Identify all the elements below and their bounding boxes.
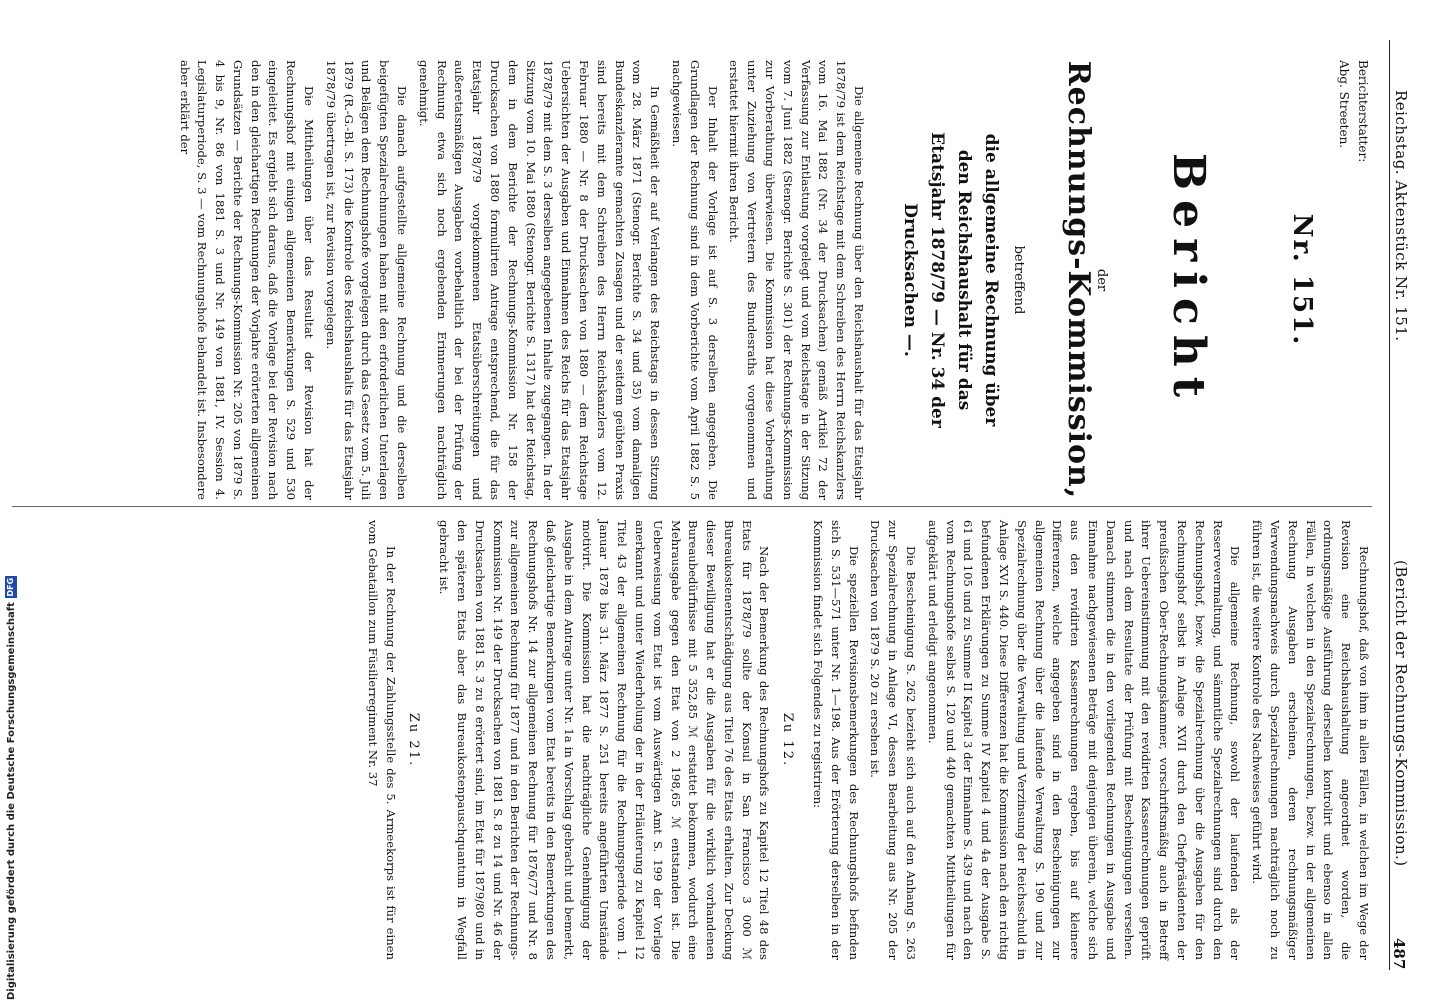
section-heading: Zu 12. [780,712,796,768]
right-paragraph: Rechnungshof, daß von ihm in allen Fällen, in welchen im Wege der Revision eine Reichshaushaltung angeordnet worden, die ordnungsmäßige Ausführung derselben kontrolirt und ebenso in allen Fällen, in welchen in den Spezialrechnungen, bezw. in der allgemeinen Rechnung Ausgaben erscheinen, deren rechnungsmäßiger Verwendungsnachweis durch Spezialrechnungen nachträglich noch zu führen ist, die weitere Kontrole des Nachweises geführt wird. [1250,520,1371,960]
running-head-right: (Bericht der Rechnungs-Kommission.) [1392,560,1410,867]
right-paragraph: Die speziellen Revisionsbemerkungen des Rechnungshofs befinden sich S. 531—571 unter Nr. 1—198. Aus der Erörterung derselben in der Kommission findet sich Folgendes zu registriren: [811,520,861,960]
rapporteur-name: Abg. Streeten. [1337,60,1351,149]
report-der: der [1094,268,1109,292]
left-paragraph: Der Inhalt der Vorlage ist auf S. 3 derselben angegeben. Die Grundlagen der Rechnung sind in dem Vorberichte vom April 1882 S. 5 nachgewiesen. [670,60,720,500]
report-title: Bericht [1163,152,1214,408]
digitization-credit [2,0,22,1000]
document-number: Nr. 151. [1287,213,1317,347]
left-column [40,60,1372,500]
running-head-left: Reichstag. Aktenstück Nr. 151. [1392,90,1410,342]
report-betreffend: betreffend [1011,245,1026,315]
report-subject: die allgemeine Rechnung über den Reichshaushalt für das Etatsjahr 1878/79 — Nr. 34 der Drucksachen —. [900,132,1001,428]
left-paragraph: Die danach aufgestellte allgemeine Rechnung und die derselben beigefügten Spezialrechnungen haben mit den erforderlichen Unterlagen und Belägen dem Rechnungshofe vorgelegen durch das Gesetz vom 5. Juli 1879 (R.-G.-Bl. S. 173) die Kontrole des Reichshaushalts für das Etatsjahr 1878/79 übertragen ist, zur Revision vorgelegen. [323,60,410,500]
dfg-logo-icon: DFG [6,577,15,597]
header-rule [1389,40,1390,970]
right-paragraph: In der Rechnung der Zahlungsstelle des 5. Armeekorps ist für einen vom Gebataillon zum Füsilierregiment Nr. 37 [365,520,398,960]
left-paragraph: Die allgemeine Rechnung über den Reichshaushalt für das Etatsjahr 1878/79 ist dem Reichstage mit dem Schreiben des Herrn Reichskanzlers vom 16. Mai 1882 (Nr. 34 der Drucksachen) gemäß Artikel 72 der Verfassung zur Entlastung vorgelegt und vom Reichstage in der Sitzung vom 7. Juni 1882 (Stenogr. Berichte S. 301) der Rechnungs-Kommission zur Vorberathung überwiesen. Die Kommission hat diese Vorberathung unter Zuziehung von Vertretern des Bundesraths vorgenommen und erstattet hiermit ihren Bericht. [727,60,866,500]
right-column [40,520,1372,960]
left-body [171,60,867,500]
commission-name: Rechnungs-Kommission, [1061,60,1096,500]
rapporteur-label: Berichterstatter: [1356,60,1370,163]
left-paragraph: In Gemäßheit der auf Verlangen des Reichstags in dessen Sitzung vom 28. März 1871 (Stenogr. Berichte S. 34 und 35) vom damaligen Bundeskanzleramte gemachten Zusagen und der seitdem geübten Praxis sind bereits mit dem Schreiben des Herrn Reichskanzlers vom 12. Februar 1880 — Nr. 8 der Drucksachen von 1880 — dem Reichstage Uebersichten der Ausgaben und Einnahmen des Reichs für das Etatsjahr 1878/79 mit dem S. 3 derselben angegebenen Inhalte zugegangen. In der Sitzung vom 10. Mai 1880 (Stenogr. Berichte S. 1317) hat der Reichstag, dem in dem Berichte der Rechnungs-Kommission Nr. 158 der Drucksachen von 1880 formulirten Antrage entsprechend, die für das Etatsjahr 1878/79 vorgekommenen Etatsüberschreitungen und außeretatsmäßigen Ausgaben vorbehaltlich der bei der Prüfung der Rechnung etwa sich noch ergebenden Erinnerungen nachträglich genehmigt. [416,60,663,500]
column-divider [12,506,1372,507]
left-paragraph: Die Mittheilungen über das Resultat der Revision hat der Rechnungshof mit einigen allgemeinen Bemerkungen S. 529 und 530 eingeleitet. Es ergiebt sich daraus, daß die Vorlage bei der Revision nach den in den gleichartigen Rechnungen der Vorjahre erörterten allgemeinen Grundsätzen — Berichte der Rechnungs-Kommission Nr. 205 von 1879 S. 4 bis 9, Nr. 86 von 1881 S. 3 und Nr. 149 von 1881, IV. Session 4. Legislaturperiode, S. 3 — vom Rechnungshofe behandelt ist. Insbesondere aber erklärt der [177,60,317,500]
section-heading: Zu 21. [406,712,422,768]
digitization-credit-text: Digitalisierung gefördert durch die Deutsche Forschungsgemeinschaft [6,602,17,1000]
right-paragraph: Die Bescheinigung S. 262 bezieht sich auch auf den Anhang S. 263 zur Spezialrechnung in Anlage VI, dessen Bearbeitung aus Nr. 205 der Drucksachen von 1879 S. 20 zu ersehen ist. [868,520,919,960]
page-number: 487 [1390,938,1408,970]
right-paragraph: Die allgemeine Rechnung, sowohl der laufenden als der Reservevermaltung, und sämmtliche Spezialrechnungen sind durch den Rechnungshof, bezw. die Spezialrechnung über die Ausgaben für den Rechnungshof selbst in Anlage XVII durch den Chefpräsidenten der preußischen Ober-Rechnungskammer, vorschriftsmäßig auch in Betreff ihrer Uebereinstimmung mit den revidirten Kassenrechnungen geprüft und nach dem Resultate der Prüfung mit Bescheinigungen versehen. Danach stimmen die in den vorliegenden Rechnungen in Ausgabe und Einnahme nachgewiesenen Beträge mit denjenigen überein, welche sich aus den revidirten Kassenrechnungen ergeben, bis auf kleinere Differenzen, welche angegeben sind in den Bescheinigungen zur allgemeinen Rechnung über die laufende Verwaltung S. 190 und zur Spezialrechnung über die Verwaltung und Verzinsung der Reichsschuld in Anlage XVI S. 440. Diese Differenzen hat die Kommission nach den richtig befundenen Erklärungen zu Summe IV Kapitel 4 und 4a der Ausgabe S. 61 und 105 und zu Summe II Kapitel 3 der Einnahme S. 439 und nach den vom Rechnungshofe selbst S. 120 und 440 gemachten Mittheilungen für aufgeklärt und erledigt angenommen. [925,520,1243,960]
rapporteur-block [1334,60,1372,162]
right-paragraph: Nach der Bemerkung des Rechnungshofs zu Kapitel 12 Titel 48 des Etats für 1878/79 sollte der Konsul in San Francisco 3 000 ℳ Bureaukostenentschädigung aus Titel 76 des Etats erhalten. Zur Deckung dieser Bewilligung hat er die Ausgaben für die wirklich vorhandenen Bureaubedürfnisse mit 5 352,85 ℳ erstattet bekommen, wodurch eine Mehrausgabe gegen den Etat von 2 198,65 ℳ entstanden ist. Die Ueberweisung vom Etat ist vom Auswärtigen Amt S. 199 der Vorlage anerkannt und unter Wiederholung der in der Erläuterung zu Kapitel 12 Titel 43 der allgemeinen Rechnung für die Rechnungsperiode vom 1. Januar 1878 bis 31. März 1877 S. 251 bereits angeführten Umstände motivirt. Die Kommission hat die nachträgliche Genehmigung der Ausgabe in dem Antrage unter Nr. 1a in Vorschlag gebracht und bemerkt, daß gleichartige Bemerkungen vom Etat bereits in den Bemerkungen des Rechnungshofs Nr. 14 zur allgemeinen Rechnung für 1876/77 und Nr. 8 zur allgemeinen Rechnung für 1877 und in den Berichten der Rechnungs-Kommission Nr. 149 der Drucksachen von 1881 S. 8 zu 14 und Nr. 46 der Drucksachen von 1881 S. 3 zu 8 erörtert sind, im Etat für 1879/80 und in den späteren Etats aber das Bureaukostenpauschquantum in Wegfall gebracht ist. [437,520,772,960]
